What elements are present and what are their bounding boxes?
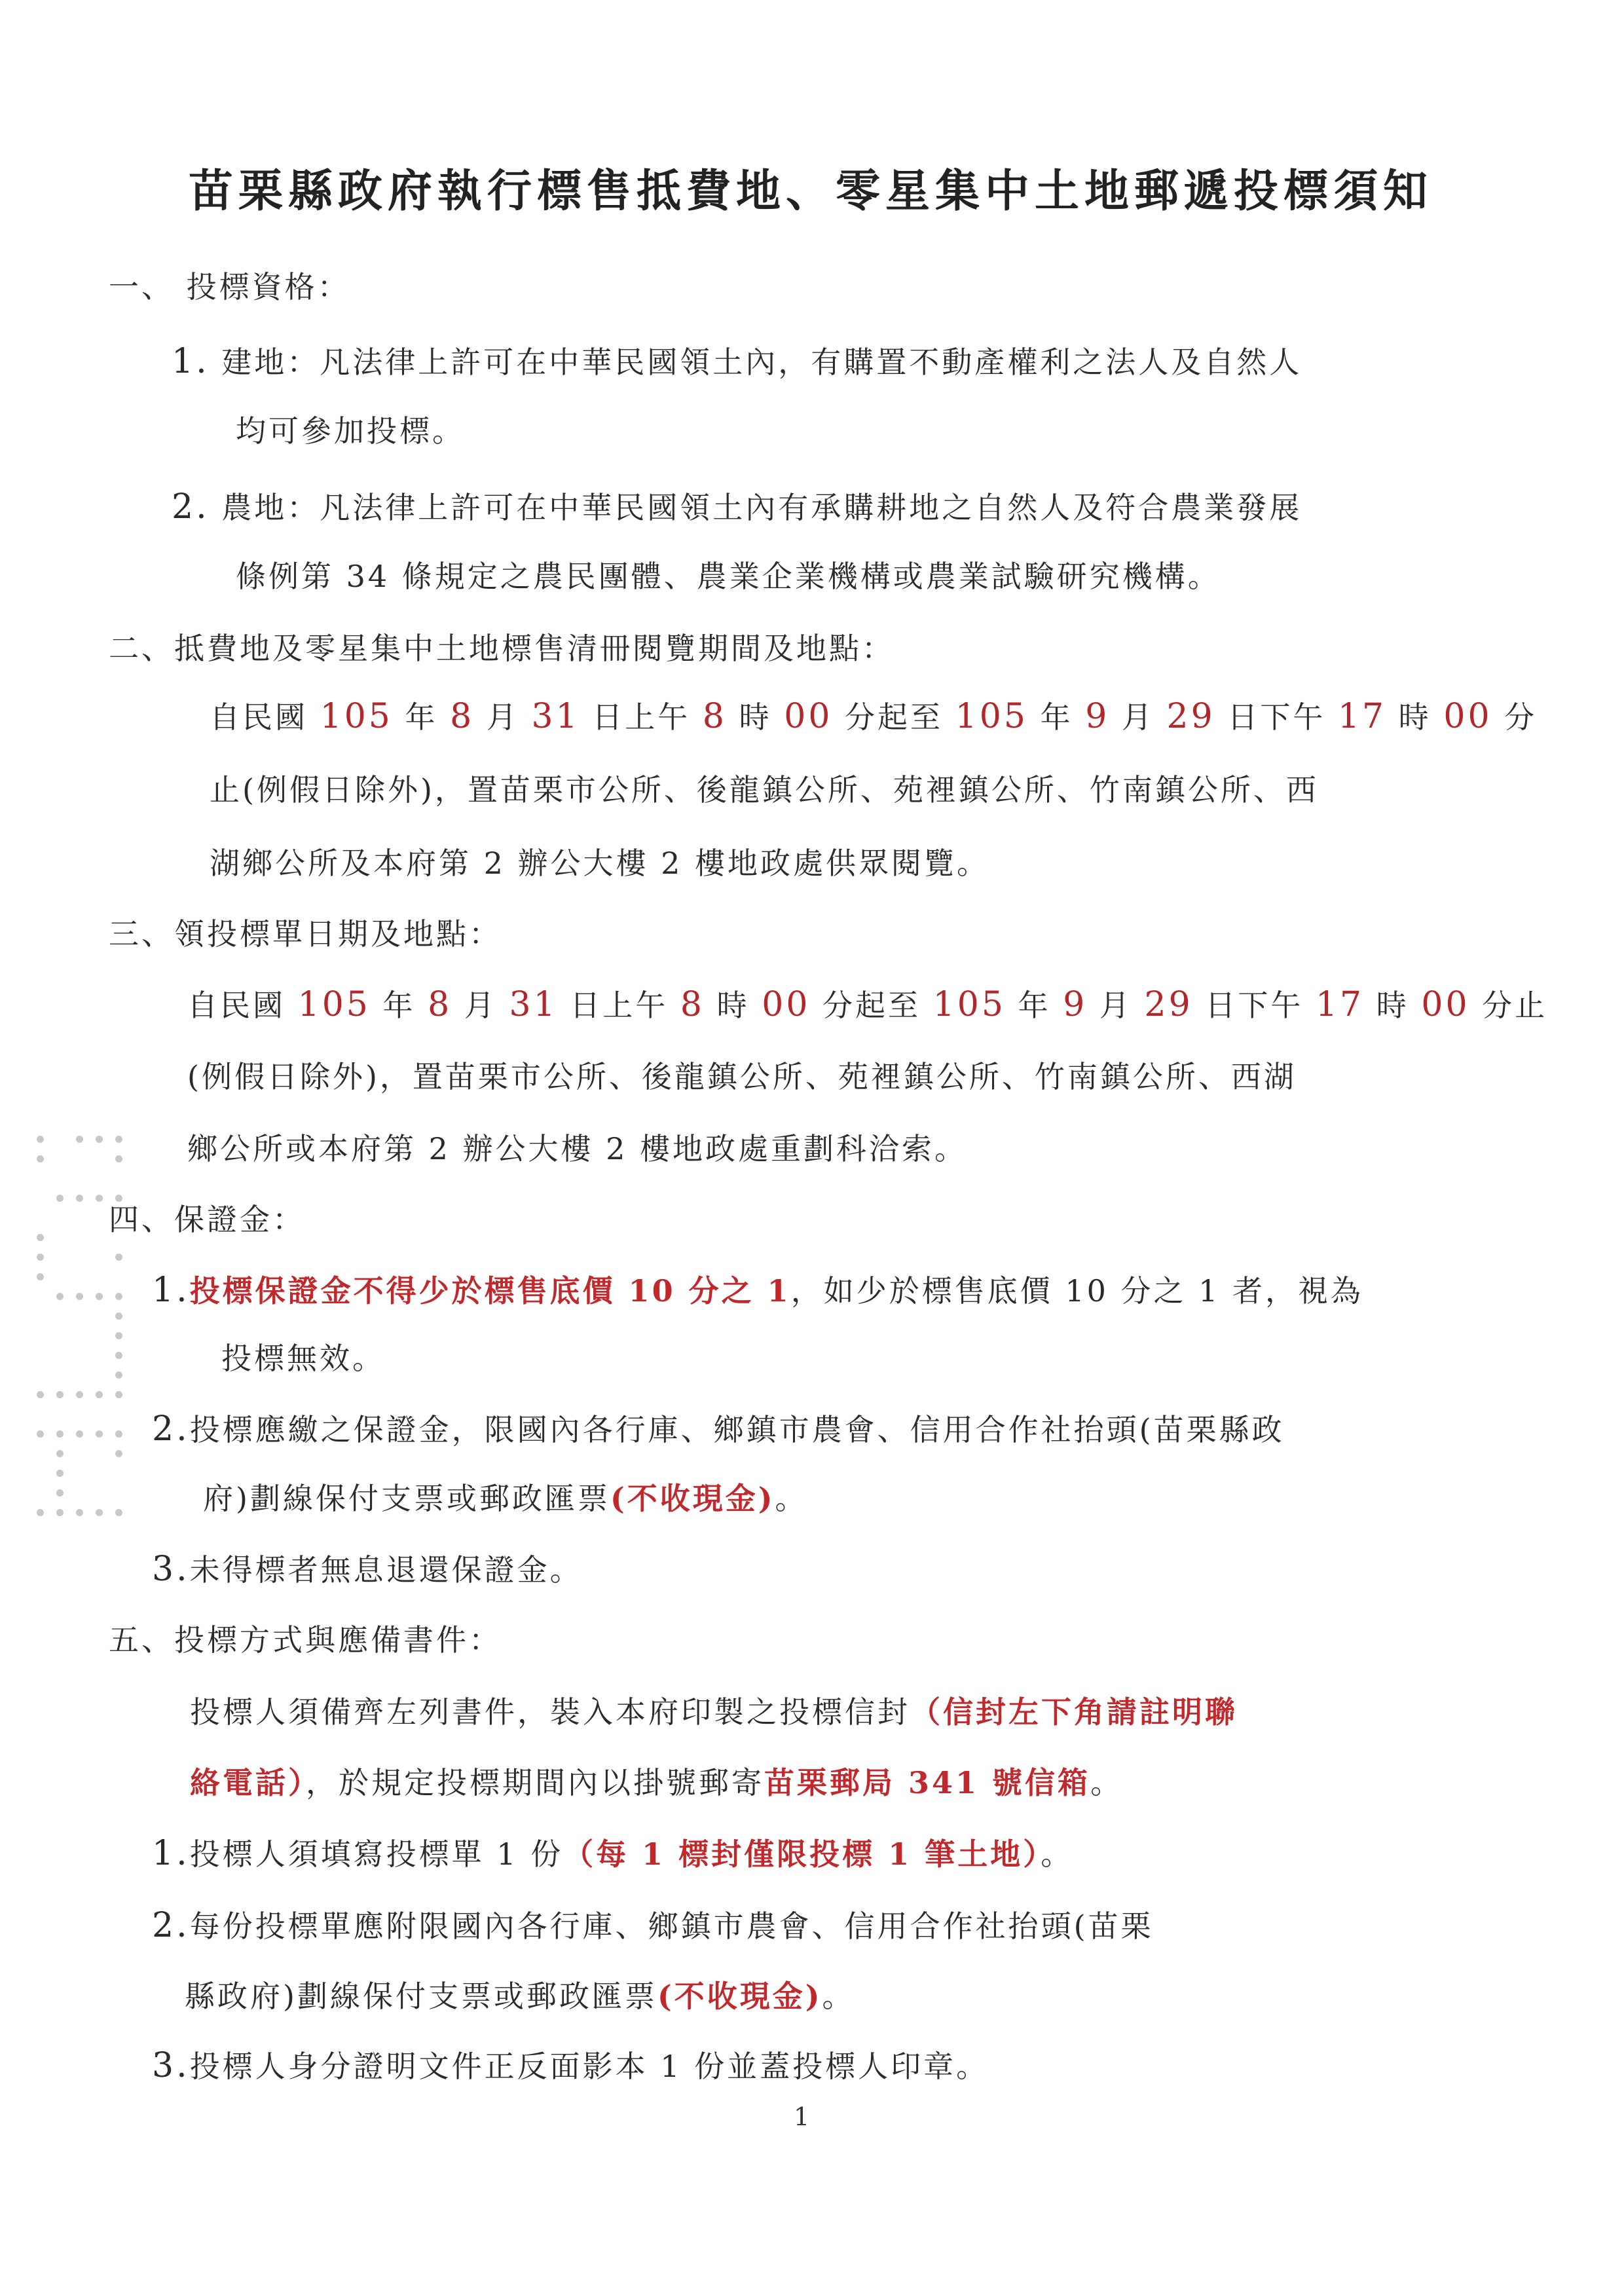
section-3-heading: 三、領投標單日期及地點： xyxy=(109,916,502,952)
s1-item-1-cont: 均可參加投標。 xyxy=(236,413,465,449)
s5-item-2: 2.每份投標單應附限國內各行庫、鄉鎮市農會、信用合作社抬頭(苗栗 xyxy=(152,1906,1154,1945)
s4-item-3: 3.未得標者無息退還保證金。 xyxy=(152,1550,583,1589)
s2-line-1: 自民國 105 年 8 月 31 日上午 8 時 00 分起至 105 年 9 月 29 日下午 17 時 00 分 xyxy=(210,697,1538,736)
section-1-heading: 一、 投標資格： xyxy=(109,269,350,305)
s3-line-1: 自民國 105 年 8 月 31 日上午 8 時 00 分起至 105 年 9 月 29 日下午 17 時 00 分止 xyxy=(187,985,1548,1024)
s5-item-3: 3.投標人身分證明文件正反面影本 1 份並蓋投標人印章。 xyxy=(152,2046,989,2085)
section-5-heading: 五、投標方式與應備書件： xyxy=(109,1622,502,1658)
s5-item-2-cont: 縣政府)劃線保付支票或郵政匯票(不收現金)。 xyxy=(185,1979,855,2014)
s2-line-3: 湖鄉公所及本府第 2 辦公大樓 2 樓地政處供眾閱覽。 xyxy=(210,846,990,881)
s5-paragraph-1: 投標人須備齊左列書件，裝入本府印製之投標信封（信封左下角請註明聯 xyxy=(190,1694,1238,1730)
s2-line-2: 止(例假日除外)，置苗栗市公所、後龍鎮公所、苑裡鎮公所、竹南鎮公所、西 xyxy=(210,772,1319,808)
section-4-heading: 四、保證金： xyxy=(109,1202,305,1237)
s4-item-2-cont: 府)劃線保付支票或郵政匯票(不收現金)。 xyxy=(203,1481,808,1516)
s5-paragraph-2: 絡電話），於規定投標期間內以掛號郵寄苗栗郵局 341 號信箱。 xyxy=(190,1765,1124,1800)
s3-line-3: 鄉公所或本府第 2 辦公大樓 2 樓地政處重劃科洽索。 xyxy=(187,1131,968,1166)
s4-item-2: 2.投標應繳之保證金，限國內各行庫、鄉鎮市農會、信用合作社抬頭(苗栗縣政 xyxy=(152,1409,1285,1449)
s1-item-2-cont: 條例第 34 條規定之農民團體、農業企業機構或農業試驗研究機構。 xyxy=(236,559,1221,594)
s5-item-1: 1.投標人須填寫投標單 1 份（每 1 標封僅限投標 1 筆土地）。 xyxy=(152,1834,1074,1873)
page-number: 1 xyxy=(794,2102,810,2131)
s1-item-1: 1. 建地：凡法律上許可在中華民國領土內，有購置不動產權利之法人及自然人 xyxy=(172,342,1302,381)
s3-line-2: (例假日除外)，置苗栗市公所、後龍鎮公所、苑裡鎮公所、竹南鎮公所、西湖 xyxy=(187,1059,1297,1094)
s4-item-1-cont: 投標無效。 xyxy=(221,1341,385,1376)
s4-item-1: 1.投標保證金不得少於標售底價 10 分之 1，如少於標售底價 10 分之 1 者，視為 xyxy=(152,1271,1363,1310)
page-title: 苗栗縣政府執行標售抵費地、零星集中土地郵遞投標須知 xyxy=(189,165,1433,217)
section-2-heading: 二、抵費地及零星集中土地標售清冊閱覽期間及地點： xyxy=(109,631,895,666)
s1-item-2: 2. 農地：凡法律上許可在中華民國領土內有承購耕地之自然人及符合農業發展 xyxy=(172,487,1302,527)
